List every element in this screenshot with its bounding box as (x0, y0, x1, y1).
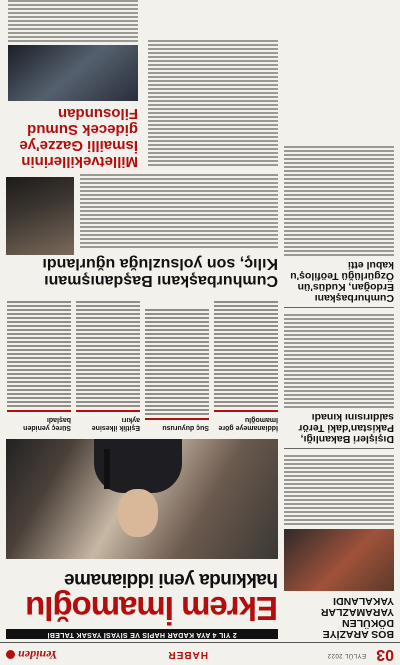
left-photo (284, 529, 394, 591)
logo-mark-icon (6, 650, 15, 659)
page-header (0, 642, 400, 665)
page-date: EYLÜL 2022 (327, 652, 366, 658)
column-kicker: Süreç yeniden başladı (23, 416, 71, 431)
column-kicker: Eşitlik ilkesine aykırı (91, 416, 140, 431)
left-column (284, 7, 394, 639)
column-kicker: İddianameye göre İmamoğlu (218, 416, 278, 431)
left-headline-2: Dışişleri Bakanlığı, Pakistan'daki Terör saldırısını kınadı (298, 411, 394, 445)
bottom-section (6, 9, 278, 169)
photo-face (118, 489, 158, 537)
column-kicker: Suç duyurusu (162, 424, 209, 431)
article-column (145, 293, 209, 433)
newspaper-logo (6, 647, 57, 662)
bottom-article (148, 9, 278, 169)
body-text-block (284, 314, 394, 408)
section-label: HABER (167, 649, 208, 660)
kicker-bar (214, 410, 278, 412)
main-subheadline: hakkında yeni iddianame (64, 569, 278, 590)
article-column (7, 293, 71, 433)
column-divider (284, 448, 394, 449)
kicker-bar (76, 410, 140, 412)
bottom-photo (8, 45, 138, 101)
body-text-block (284, 146, 394, 256)
page-number: 03 (376, 646, 394, 663)
left-headline-3: Cumhurbaşkanı Erdoğan, Kudüs'ün Özgürlüğü Teöfiloş'u kabul etti (290, 259, 394, 304)
bottom-headline: Milletvekillerinin İsmailli Gazze'ye gidecek Sumud Filosundan (19, 105, 138, 170)
bottom-feature (8, 9, 138, 169)
second-article-body (80, 168, 278, 251)
portrait-photo (6, 177, 74, 255)
article-column (214, 293, 278, 433)
left-headline-1: BOS ARAZİYE DÖKÜLEN YARAMAZLAR YAKALANDI (320, 595, 394, 640)
photo-microphone (104, 449, 110, 489)
article-column (76, 293, 140, 433)
kicker-bar (145, 418, 209, 420)
second-headline: Cumhurbaşkanı Başdanışmanı Kılıç, son yolsuzluğa uğurlandı (42, 255, 278, 289)
main-area (6, 7, 278, 639)
logo-text: Yeniden (18, 648, 58, 662)
column-divider (284, 307, 394, 308)
main-headline: Ekrem İmamoğlu (26, 590, 278, 627)
body-text-block (284, 455, 394, 525)
top-strip: 2 YIL 4 AYA KADAR HAPİS VE SİYASİ YASAK TALEBİ (6, 629, 278, 639)
kicker-bar (7, 410, 71, 412)
main-photo (6, 439, 278, 559)
article-columns (6, 293, 278, 433)
